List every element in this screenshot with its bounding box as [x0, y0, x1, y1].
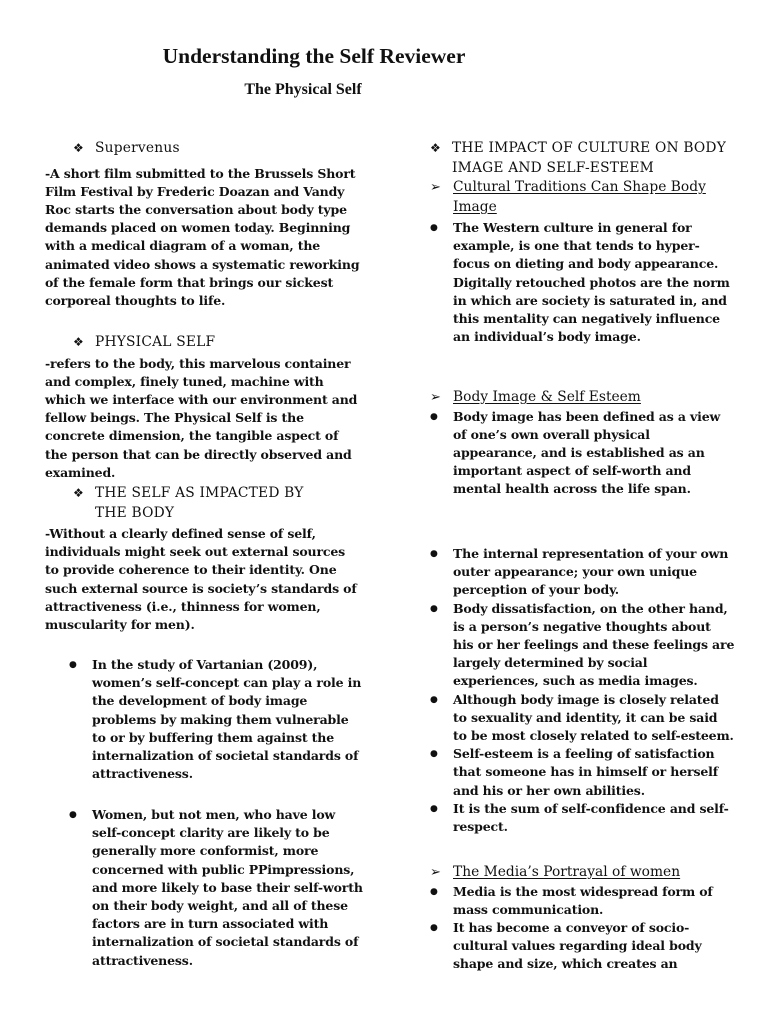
bullet-icon: ●: [430, 803, 438, 814]
list-item: [430, 545, 735, 600]
body-image-bullet-list: [430, 408, 735, 499]
section-heading: [45, 139, 363, 159]
list-item-text: Women, but not men, who have low self-concept clarity are likely to be generally more conformist, more concerned with public PPimpressions, and more likely to base their self-worth on their body weight, and all of these factors are in turn associated with internalization of societal standards of attractiveness.: [92, 807, 363, 968]
bullet-icon: ●: [69, 810, 77, 820]
study-bullet-list: [45, 656, 363, 783]
list-item-text: Although body image is closely related to sexuality and identity, it can be said to be most closely related to self-esteem.: [453, 691, 734, 744]
list-item-text: It has become a conveyor of socio-cultural values regarding ideal body shape and size, which creates an: [453, 919, 702, 972]
bullet-icon: ●: [430, 603, 438, 614]
list-item-text: Media is the most widespread form of mass communication.: [453, 883, 713, 917]
section-media: [430, 863, 735, 974]
list-item: [430, 408, 735, 499]
subheading-text: Body Image & Self Esteem: [453, 389, 641, 405]
subheading-cultural-traditions: [430, 178, 735, 217]
list-item-text: The Western culture in general for example, is one that tends to hyper-focus on dieting and body appearance. Digitally retouched photos are the norm in which are society is saturated in, and this mentality can negatively influence an individual’s body image.: [453, 220, 730, 345]
culture-bullet-list: [430, 219, 735, 346]
list-item: [45, 656, 363, 783]
arrow-bullet-icon: ➢: [430, 865, 441, 880]
section-physical-self: [45, 333, 363, 482]
section-heading: [45, 333, 363, 353]
section-heading: [430, 139, 735, 178]
bullet-icon: ●: [430, 694, 438, 705]
conformist-bullet-list: [45, 806, 363, 970]
bullet-icon: ●: [430, 549, 438, 559]
section-paragraph: -Without a clearly defined sense of self, individuals might seek out external sources to provide coherence to their identity. One such external source is society’s standards of attractiveness (i.e., thinness for women, muscularity for men).: [45, 526, 357, 633]
list-item: [45, 806, 363, 970]
document-title: Understanding the Self Reviewer: [162, 44, 466, 68]
list-item: [430, 745, 735, 800]
list-item-text: In the study of Vartanian (2009), women’s self-concept can play a role in the development of body image problems by making them vulnerable to or by buffering them against the internalization of societal standards of attractiveness.: [92, 657, 362, 782]
list-item-text: It is the sum of self-confidence and self-respect.: [453, 800, 729, 835]
bullet-icon: ●: [430, 922, 438, 933]
list-item-text: The internal representation of your own outer appearance; your own unique perception of your body.: [453, 546, 729, 598]
section-body-image: [430, 388, 735, 499]
body-image-details: [430, 545, 735, 836]
diamond-bullet-icon: ❖: [430, 141, 441, 155]
section-culture: [430, 139, 735, 346]
heading-text: THE SELF AS IMPACTED BY THE BODY: [95, 485, 304, 521]
bullet-icon: ●: [430, 749, 438, 760]
media-bullet-list: [430, 883, 735, 974]
subheading-body-image: [430, 388, 735, 408]
diamond-bullet-icon: ❖: [73, 486, 84, 500]
body-image-detail-list: [430, 545, 735, 836]
arrow-bullet-icon: ➢: [430, 390, 441, 405]
section-paragraph: -refers to the body, this marvelous container and complex, finely tuned, machine with which we interface with our environment and fellow beings. The Physical Self is the concrete dimension, the tangible aspect of the person that can be directly observed and examined.: [45, 355, 358, 480]
list-item-text: Self-esteem is a feeling of satisfaction that someone has in himself or herself and his or her own abilities.: [453, 746, 718, 798]
heading-text: THE IMPACT OF CULTURE ON BODY IMAGE AND SELF-ESTEEM: [452, 140, 727, 176]
heading-text: PHYSICAL SELF: [95, 334, 216, 350]
list-item: [430, 800, 735, 836]
list-item: [430, 600, 735, 691]
section-paragraph: -A short film submitted to the Brussels Short Film Festival by Frederic Doazan and Vandy Roc starts the conversation about body type demands placed on women today. Beginning with a medical diagram of a woman, the animated video shows a systematic reworking of the female form that brings our sickest corporeal thoughts to life.: [45, 165, 360, 308]
section-self-impacted: [45, 484, 363, 634]
section-supervenus: [45, 139, 363, 310]
diamond-bullet-icon: ❖: [73, 335, 84, 349]
bullet-icon: ●: [430, 886, 438, 897]
bullet-icon: ●: [430, 411, 438, 422]
list-item-text: Body dissatisfaction, on the other hand, is a person’s negative thoughts about his or her feelings and these feelings are largely determined by social experiences, such as media images.: [453, 600, 735, 689]
list-item: [430, 219, 735, 346]
heading-text: Supervenus: [95, 140, 180, 156]
subheading-media: [430, 863, 735, 883]
list-item: [430, 919, 735, 974]
section-heading: [45, 484, 313, 523]
document-subtitle: The Physical Self: [244, 81, 362, 98]
bullet-icon: ●: [430, 223, 438, 233]
subheading-text: The Media’s Portrayal of women: [453, 864, 681, 880]
subheading-text: Cultural Traditions Can Shape Body Image: [453, 179, 706, 215]
arrow-bullet-icon: ➢: [430, 180, 441, 195]
diamond-bullet-icon: ❖: [73, 141, 84, 155]
list-item: [430, 883, 735, 919]
list-item: [430, 691, 735, 746]
bullet-icon: ●: [69, 660, 77, 670]
list-item-text: Body image has been defined as a view of one’s own overall physical appearance, and is established as an important aspect of self-worth and mental health across the life span.: [453, 408, 721, 497]
